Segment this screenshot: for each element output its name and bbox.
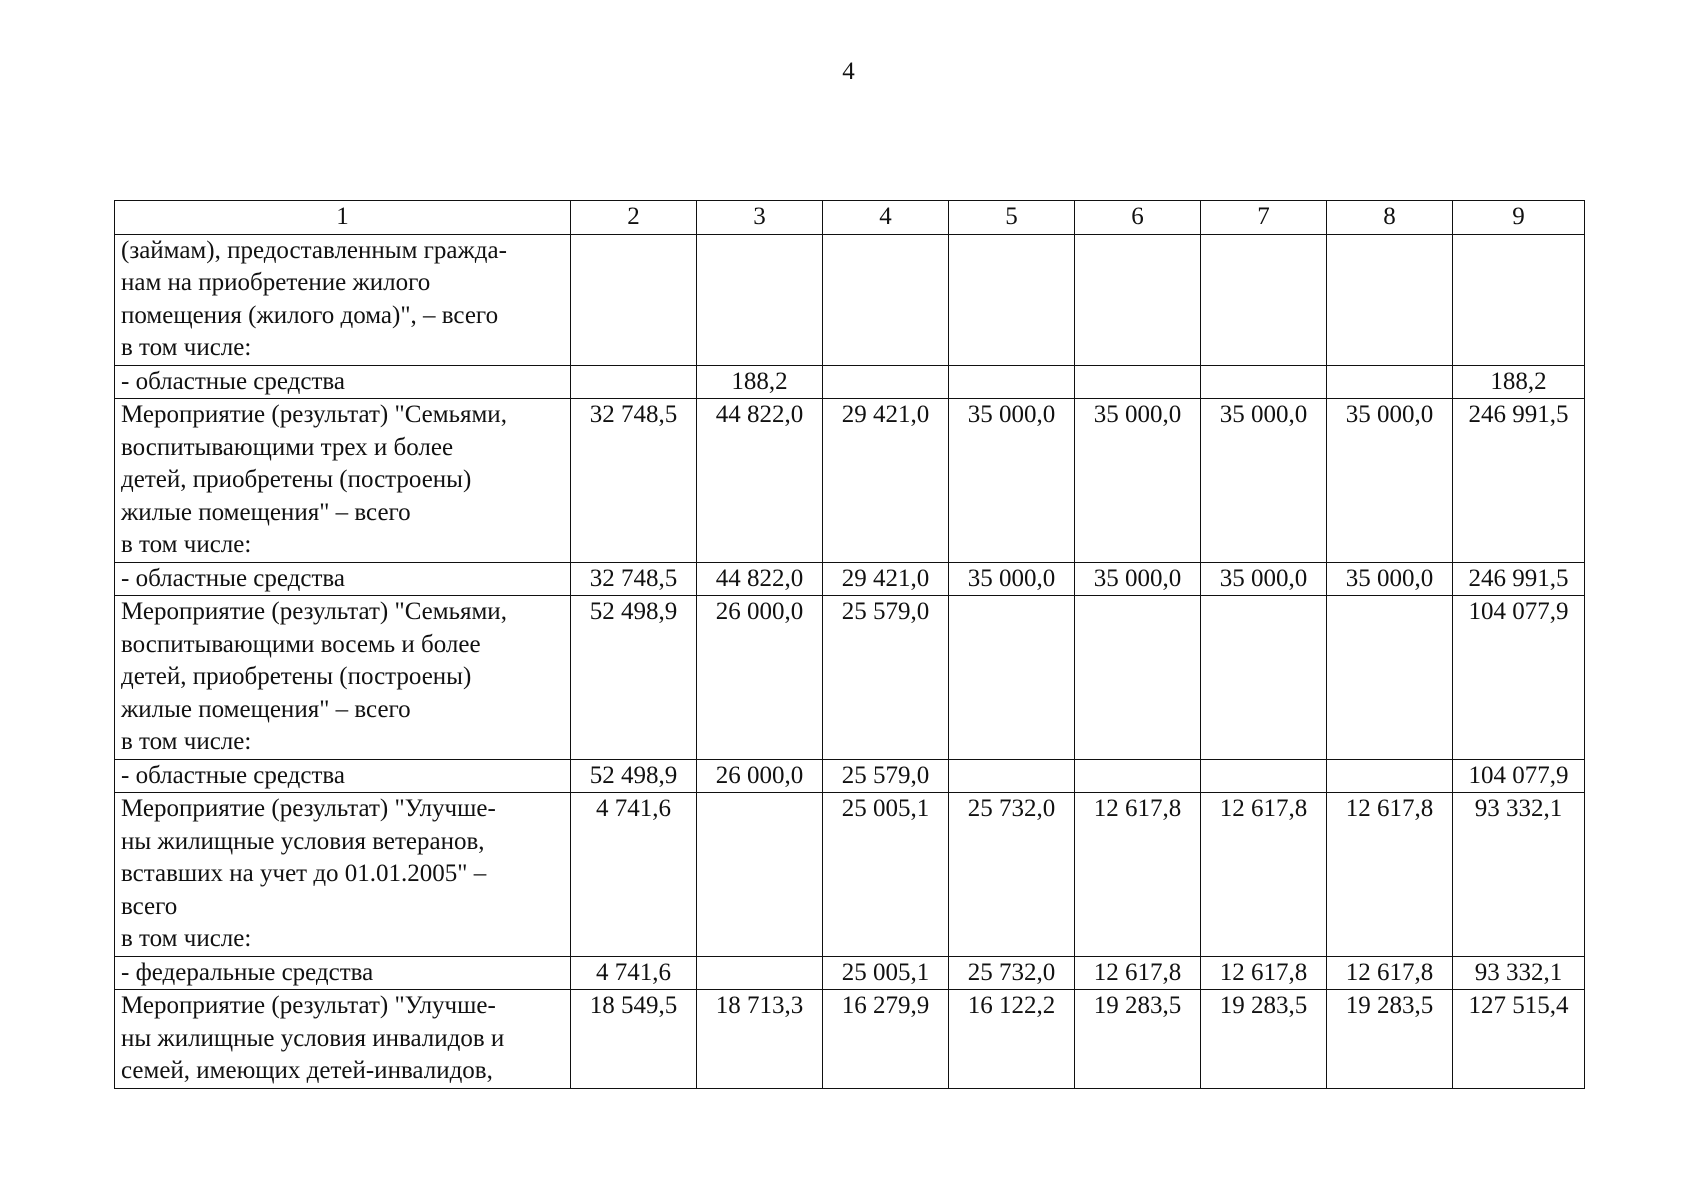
value-cell: 29 421,0 [823,562,949,596]
value-cell [1201,365,1327,399]
value-cell [571,234,697,365]
value-cell: 4 741,6 [571,956,697,990]
value-cell: 4 741,6 [571,793,697,957]
row-label-cell: Мероприятие (результат) "Семьями, воспитывающими восемь и более детей, приобретены (построены) жилые помещения" – всего в том числе: [115,596,571,760]
value-cell: 35 000,0 [1075,399,1201,563]
value-cell: 44 822,0 [697,562,823,596]
table-row [115,990,1585,1089]
value-cell: 35 000,0 [1201,399,1327,563]
value-cell [1201,234,1327,365]
column-number-cell: 2 [571,201,697,235]
value-cell [823,365,949,399]
value-cell: 52 498,9 [571,596,697,760]
row-label-cell: (займам), предоставленным гражда- нам на приобретение жилого помещения (жилого дома)", – всего в том числе: [115,234,571,365]
value-cell [1075,759,1201,793]
value-cell [697,956,823,990]
value-cell [1453,234,1585,365]
value-cell: 25 732,0 [949,793,1075,957]
value-cell [949,759,1075,793]
value-cell: 12 617,8 [1075,793,1201,957]
column-number-cell: 6 [1075,201,1201,235]
table-body [115,201,1585,1089]
value-cell [1327,759,1453,793]
value-cell: 93 332,1 [1453,956,1585,990]
value-cell: 29 421,0 [823,399,949,563]
value-cell [1201,759,1327,793]
row-label-cell: - областные средства [115,365,571,399]
value-cell: 12 617,8 [1201,956,1327,990]
value-cell [1075,365,1201,399]
row-label-cell: Мероприятие (результат) "Улучше- ны жилищные условия инвалидов и семей, имеющих детей-инвалидов, [115,990,571,1089]
value-cell: 18 713,3 [697,990,823,1089]
value-cell: 16 122,2 [949,990,1075,1089]
value-cell: 12 617,8 [1201,793,1327,957]
table-row [115,234,1585,365]
value-cell [1327,365,1453,399]
value-cell: 16 279,9 [823,990,949,1089]
column-number-cell: 4 [823,201,949,235]
table-row [115,365,1585,399]
value-cell: 25 005,1 [823,793,949,957]
column-number-cell: 8 [1327,201,1453,235]
value-cell: 246 991,5 [1453,399,1585,563]
value-cell [1201,596,1327,760]
value-cell: 104 077,9 [1453,596,1585,760]
value-cell: 25 579,0 [823,759,949,793]
value-cell: 18 549,5 [571,990,697,1089]
page-number: 4 [842,58,855,85]
value-cell [1075,596,1201,760]
value-cell: 188,2 [1453,365,1585,399]
table-row [115,956,1585,990]
value-cell: 12 617,8 [1327,793,1453,957]
table-row [115,562,1585,596]
column-number-cell: 7 [1201,201,1327,235]
value-cell: 25 579,0 [823,596,949,760]
value-cell: 188,2 [697,365,823,399]
table-row [115,793,1585,957]
column-number-cell: 5 [949,201,1075,235]
value-cell: 104 077,9 [1453,759,1585,793]
table-row [115,399,1585,563]
value-cell: 32 748,5 [571,562,697,596]
value-cell: 25 732,0 [949,956,1075,990]
value-cell: 35 000,0 [949,562,1075,596]
value-cell [823,234,949,365]
value-cell: 44 822,0 [697,399,823,563]
row-label-cell: Мероприятие (результат) "Улучше- ны жилищные условия ветеранов, вставших на учет до 01.01.2005" – всего в том числе: [115,793,571,957]
value-cell [949,596,1075,760]
column-number-cell: 1 [115,201,571,235]
value-cell: 127 515,4 [1453,990,1585,1089]
value-cell [1327,234,1453,365]
value-cell [571,365,697,399]
value-cell [697,234,823,365]
value-cell: 35 000,0 [1075,562,1201,596]
value-cell: 35 000,0 [949,399,1075,563]
row-label-cell: - областные средства [115,562,571,596]
value-cell: 35 000,0 [1327,399,1453,563]
value-cell [949,365,1075,399]
value-cell [1075,234,1201,365]
value-cell [949,234,1075,365]
column-number-cell: 3 [697,201,823,235]
value-cell: 19 283,5 [1075,990,1201,1089]
value-cell: 52 498,9 [571,759,697,793]
column-number-cell: 9 [1453,201,1585,235]
value-cell: 26 000,0 [697,759,823,793]
value-cell [697,793,823,957]
value-cell: 12 617,8 [1075,956,1201,990]
value-cell: 19 283,5 [1327,990,1453,1089]
value-cell: 25 005,1 [823,956,949,990]
value-cell: 246 991,5 [1453,562,1585,596]
value-cell: 26 000,0 [697,596,823,760]
value-cell: 12 617,8 [1327,956,1453,990]
value-cell: 35 000,0 [1201,562,1327,596]
table-row [115,759,1585,793]
row-label-cell: Мероприятие (результат) "Семьями, воспитывающими трех и более детей, приобретены (построены) жилые помещения" – всего в том числе: [115,399,571,563]
table-row [115,596,1585,760]
value-cell [1327,596,1453,760]
value-cell: 32 748,5 [571,399,697,563]
budget-table [114,200,1585,1089]
value-cell: 93 332,1 [1453,793,1585,957]
row-label-cell: - областные средства [115,759,571,793]
column-number-row [115,201,1585,235]
value-cell: 19 283,5 [1201,990,1327,1089]
row-label-cell: - федеральные средства [115,956,571,990]
value-cell: 35 000,0 [1327,562,1453,596]
